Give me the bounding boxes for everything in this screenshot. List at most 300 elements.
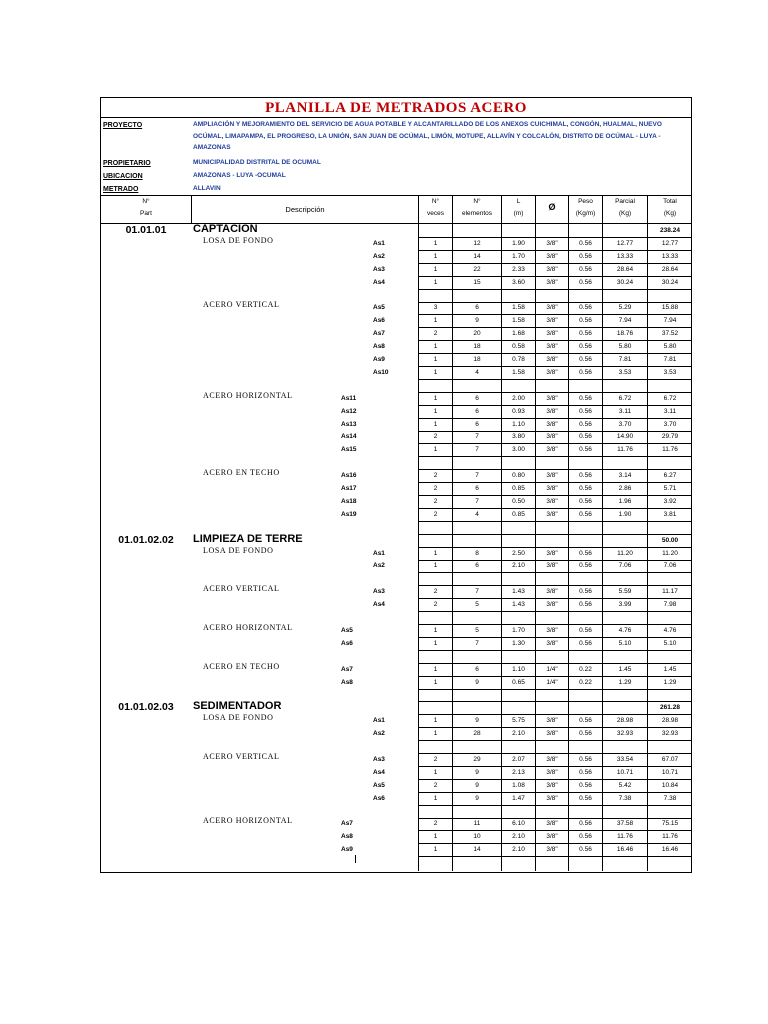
bar-id: As3 — [373, 755, 385, 763]
cell-e: 10 — [473, 833, 481, 841]
bar-id: As8 — [373, 343, 385, 351]
bar-id: As5 — [341, 626, 353, 634]
cursor-tick — [355, 855, 356, 863]
bar-id: As9 — [341, 846, 353, 854]
cell-d: 3/8" — [546, 343, 558, 351]
cell-e: 7 — [475, 446, 479, 454]
cell-l: 2.10 — [512, 562, 525, 570]
cell-pa: 2.86 — [618, 485, 632, 492]
table-row — [101, 444, 691, 456]
cell-p: 0.56 — [579, 846, 592, 854]
cell-pa: 10.71 — [616, 768, 634, 776]
element-name: ACERO VERTICAL — [203, 751, 280, 761]
cell-e: 9 — [475, 794, 479, 802]
cell-l: 1.58 — [512, 317, 525, 325]
table-row — [101, 818, 691, 830]
bar-id: As3 — [373, 588, 385, 596]
element-name: LOSA DE FONDO — [203, 713, 274, 723]
cell-e: 18 — [473, 343, 481, 351]
cell-p: 0.56 — [579, 304, 592, 312]
cell-d: 3/8" — [546, 485, 558, 492]
cell-n: 2 — [433, 472, 438, 480]
cell-d: 3/8" — [546, 717, 558, 725]
table-row — [101, 290, 691, 302]
cell-p: 0.56 — [579, 433, 592, 441]
bar-id: As8 — [341, 678, 353, 686]
cell-pa: 3.99 — [618, 601, 632, 609]
table-row — [101, 470, 691, 482]
cell-t: 1.29 — [663, 678, 677, 686]
cell-e: 11 — [473, 820, 481, 828]
cell-t: 5.10 — [663, 639, 677, 647]
cell-p: 0.22 — [579, 665, 592, 673]
cell-t: 37.52 — [661, 330, 679, 338]
col-veces-top: N° — [431, 198, 440, 205]
cell-n: 1 — [433, 278, 438, 286]
cell-e: 4 — [475, 368, 479, 376]
table-row — [101, 806, 691, 818]
table-row — [101, 302, 691, 314]
cell-p: 0.56 — [579, 343, 592, 351]
cell-pa: 33.54 — [616, 755, 634, 763]
table-row — [101, 661, 691, 676]
cell-n: 2 — [433, 485, 438, 492]
col-elementos — [453, 197, 501, 218]
cell-t: 75.15 — [661, 820, 679, 828]
cell-l: 1.10 — [512, 420, 525, 428]
cell-n: 1 — [433, 265, 438, 273]
cell-t: 7.38 — [663, 794, 677, 802]
cell-pa: 32.93 — [616, 730, 634, 738]
cell-n: 2 — [433, 601, 438, 609]
cell-e: 6 — [475, 304, 479, 312]
cell-l: 2.07 — [512, 755, 525, 763]
label-proyecto: PROYECTO — [103, 122, 143, 129]
cell-pa: 3.11 — [618, 407, 632, 415]
cell-l: 1.08 — [512, 781, 525, 789]
section-name: CAPTACION — [193, 223, 258, 235]
cell-n: 2 — [433, 330, 438, 338]
cell-t: 6.27 — [663, 472, 677, 480]
cell-d: 3/8" — [546, 433, 558, 441]
element-name: ACERO EN TECHO — [203, 661, 280, 671]
cell-p: 0.56 — [579, 717, 592, 725]
cell-n: 2 — [433, 433, 438, 441]
cell-d: 3/8" — [546, 446, 558, 454]
table-row — [101, 419, 691, 431]
cell-l: 1.30 — [512, 639, 525, 647]
table-row — [101, 741, 691, 753]
col-total-bottom: (Kg) — [663, 210, 677, 217]
cell-pa: 5.80 — [618, 343, 632, 351]
element-name: LOSA DE FONDO — [203, 545, 274, 555]
cell-p: 0.56 — [579, 768, 592, 776]
cell-pa: 37.58 — [616, 820, 634, 828]
bar-id: As5 — [373, 781, 385, 789]
cell-l: 1.47 — [512, 794, 525, 802]
cell-d: 3/8" — [546, 768, 558, 776]
cell-l: 2.10 — [512, 846, 525, 854]
cell-l: 1.43 — [512, 588, 525, 596]
cell-d: 3/8" — [546, 820, 558, 828]
bar-id: As10 — [373, 368, 389, 376]
table-row — [101, 573, 691, 585]
cell-n: 1 — [433, 394, 438, 402]
cell-e: 6 — [475, 407, 479, 415]
cell-l: 1.90 — [512, 239, 525, 247]
col-elementos-bottom: elementos — [462, 210, 492, 217]
table-row — [101, 431, 691, 443]
cell-t: 30.24 — [661, 278, 679, 286]
col-descripcion: Descripción — [285, 205, 325, 214]
cell-pa: 3.53 — [618, 368, 632, 376]
cell-e: 4 — [475, 510, 479, 518]
bar-id: As9 — [373, 356, 385, 363]
cell-t: 29.79 — [661, 433, 679, 441]
cell-l: 0.65 — [512, 678, 525, 686]
bar-id: As6 — [341, 639, 353, 647]
cell-d: 3/8" — [546, 562, 558, 570]
col-total — [648, 197, 692, 218]
cell-pa: 16.46 — [616, 846, 634, 854]
cell-e: 6 — [475, 394, 479, 402]
table-row — [101, 728, 691, 740]
cell-d: 3/8" — [546, 601, 558, 609]
cell-e: 8 — [475, 549, 479, 557]
bar-id: As14 — [341, 433, 357, 441]
column-rule — [191, 195, 192, 224]
cell-e: 7 — [475, 639, 479, 647]
cell-n: 1 — [433, 833, 438, 841]
table-row — [101, 380, 691, 392]
table-row — [101, 586, 691, 598]
cell-l: 2.10 — [512, 730, 525, 738]
cell-t: 11.17 — [662, 588, 678, 596]
cell-p: 0.56 — [579, 601, 592, 609]
section-name: LIMPIEZA DE TERRE — [193, 532, 303, 545]
cell-pa: 7.06 — [618, 562, 632, 570]
label-ubicacion: UBICACION — [103, 173, 143, 180]
cell-t: 11.76 — [662, 833, 678, 841]
cell-l: 0.50 — [512, 497, 525, 505]
bar-id: As4 — [373, 768, 385, 776]
table-row — [101, 677, 691, 689]
bar-id: As6 — [373, 317, 385, 325]
cell-e: 28 — [473, 730, 481, 738]
cell-p: 0.56 — [579, 497, 592, 505]
cell-n: 1 — [433, 794, 438, 802]
cell-e: 14 — [473, 252, 481, 260]
bar-id: As19 — [341, 510, 357, 518]
cell-n: 1 — [433, 626, 438, 634]
bar-id: As15 — [341, 446, 357, 454]
section-row — [101, 532, 691, 547]
cell-t: 4.76 — [663, 626, 677, 634]
cell-l: 0.93 — [512, 407, 525, 415]
bar-id: As1 — [373, 549, 385, 557]
section-name: SEDIMENTADOR — [193, 700, 282, 713]
cell-t: 7.94 — [663, 317, 677, 325]
section-row — [101, 225, 691, 237]
cell-e: 9 — [475, 717, 479, 725]
cell-l: 0.78 — [512, 356, 525, 363]
cell-d: 3/8" — [546, 497, 558, 505]
table-row — [101, 599, 691, 611]
cell-pa: 7.94 — [618, 317, 632, 325]
cell-p: 0.56 — [579, 485, 592, 492]
label-metrado: METRADO — [103, 186, 139, 193]
cell-n: 2 — [433, 497, 438, 505]
cell-pa: 7.38 — [618, 794, 632, 802]
cell-d: 3/8" — [546, 356, 558, 363]
element-name: LOSA DE FONDO — [203, 235, 274, 245]
cell-l: 3.60 — [512, 278, 525, 286]
cell-pa: 5.29 — [618, 304, 632, 312]
label-propietario: PROPIETARIO — [103, 160, 151, 167]
element-name: ACERO HORIZONTAL — [203, 390, 293, 400]
cell-p: 0.56 — [579, 820, 592, 828]
cell-t: 5.80 — [663, 343, 677, 351]
cell-d: 3/8" — [546, 252, 558, 260]
cell-l: 1.58 — [512, 304, 525, 312]
cell-d: 3/8" — [546, 472, 558, 480]
cell-e: 9 — [475, 768, 479, 776]
table-row — [101, 793, 691, 805]
sheet-title: PLANILLA DE METRADOS ACERO — [265, 100, 527, 116]
bar-id: As13 — [341, 420, 357, 428]
bar-id: As17 — [341, 485, 357, 492]
bar-id: As4 — [373, 601, 385, 609]
cell-p: 0.56 — [579, 356, 592, 363]
cell-n: 1 — [433, 446, 438, 454]
cell-l: 1.58 — [512, 368, 525, 376]
cell-pa: 12.77 — [616, 239, 634, 247]
cell-d: 3/8" — [546, 755, 558, 763]
table-row — [101, 235, 691, 250]
cell-t: 28.64 — [661, 265, 679, 273]
cell-d: 1/4" — [546, 678, 558, 686]
cell-d: 3/8" — [546, 549, 558, 557]
cell-p: 0.56 — [579, 781, 592, 789]
cell-t: 3.11 — [663, 407, 677, 415]
cell-t: 6.72 — [663, 394, 677, 402]
cell-t: 67.07 — [661, 755, 679, 763]
cell-n: 1 — [433, 252, 438, 260]
title-divider — [101, 117, 691, 118]
col-part-top: N° — [142, 198, 150, 205]
element-name: ACERO VERTICAL — [203, 300, 280, 310]
cell-p: 0.56 — [579, 394, 592, 402]
table-row — [101, 277, 691, 289]
table-row — [101, 251, 691, 263]
cell-l: 5.75 — [512, 717, 525, 725]
bar-id: As4 — [373, 278, 385, 286]
cell-p: 0.56 — [579, 446, 592, 454]
cell-pa: 1.29 — [618, 678, 632, 686]
col-l-bottom: (m) — [513, 210, 524, 217]
cell-t: 3.70 — [663, 420, 677, 428]
cell-l: 3.80 — [512, 433, 525, 441]
cell-pa: 11.76 — [617, 833, 633, 841]
cell-n: 2 — [433, 510, 438, 518]
cell-pa: 30.24 — [616, 278, 634, 286]
cell-pa: 5.59 — [618, 588, 632, 596]
table-row — [101, 390, 691, 405]
cell-n: 1 — [433, 639, 438, 647]
cell-l: 1.10 — [512, 665, 525, 673]
cell-t: 3.92 — [663, 497, 677, 505]
cell-n: 1 — [433, 846, 438, 854]
bar-id: As2 — [373, 562, 385, 570]
table-row — [101, 328, 691, 340]
cell-t: 7.06 — [663, 562, 677, 570]
section-code: 01.01.02.03 — [118, 701, 174, 714]
cell-e: 12 — [473, 239, 481, 247]
cell-d: 3/8" — [546, 833, 558, 841]
element-name: ACERO HORIZONTAL — [203, 622, 293, 632]
cell-n: 2 — [433, 755, 438, 763]
cell-pa: 1.45 — [618, 665, 632, 673]
col-elementos-top: N° — [473, 198, 481, 205]
cell-e: 6 — [475, 665, 479, 673]
cell-pa: 28.98 — [616, 717, 634, 725]
cell-n: 1 — [433, 317, 438, 325]
bar-id: As5 — [373, 304, 385, 312]
cell-p: 0.56 — [579, 833, 592, 841]
cell-pa: 13.33 — [616, 252, 634, 260]
cell-d: 3/8" — [546, 394, 558, 402]
table-row — [101, 622, 691, 637]
element-name: ACERO VERTICAL — [203, 584, 280, 594]
cell-d: 3/8" — [546, 330, 558, 338]
cell-e: 14 — [473, 846, 481, 854]
cell-l: 2.50 — [512, 549, 525, 557]
cell-p: 0.56 — [579, 626, 592, 634]
table-row — [101, 715, 691, 727]
bar-id: As6 — [373, 794, 385, 802]
cell-d: 3/8" — [546, 317, 558, 325]
cell-l: 3.00 — [512, 446, 525, 454]
cell-l: 2.10 — [512, 833, 525, 841]
cell-l: 0.80 — [512, 472, 525, 480]
cell-p: 0.56 — [579, 317, 592, 325]
cell-n: 1 — [433, 549, 438, 557]
cell-pa: 1.96 — [618, 497, 632, 505]
cell-p: 0.56 — [579, 368, 592, 376]
table-row — [101, 831, 691, 843]
bar-id: As8 — [341, 833, 353, 841]
cell-p: 0.56 — [579, 330, 592, 338]
bar-id: As12 — [341, 407, 357, 415]
cell-p: 0.56 — [579, 239, 592, 247]
cell-e: 9 — [475, 781, 479, 789]
col-parcial-top: Parcial — [615, 198, 635, 205]
value-proyecto-line: AMPLIACIÓN Y MEJORAMIENTO DEL SERVICIO DE AGUA POTABLE Y ALCANTARILLADO DE LOS ANEXOS CUICHIMAL, CONGÓN, HUALMAL, NUEVO — [193, 121, 662, 128]
table-row — [101, 406, 691, 418]
value-metrado: ALLAVIN — [193, 185, 221, 192]
cell-e: 18 — [473, 356, 481, 363]
cell-n: 2 — [433, 820, 438, 828]
cell-e: 20 — [473, 330, 481, 338]
cell-n: 3 — [433, 304, 438, 312]
table-row — [101, 767, 691, 779]
cell-n: 1 — [433, 239, 438, 247]
cell-l: 1.70 — [512, 626, 525, 634]
table-row — [101, 522, 691, 534]
cell-p: 0.22 — [579, 678, 592, 686]
value-proyecto — [193, 119, 683, 154]
col-parcial-bottom: (Kg) — [618, 210, 632, 217]
cell-t: 1.45 — [663, 665, 677, 673]
value-ubicacion: AMAZONAS - LUYA -OCUMAL — [193, 172, 286, 179]
cell-p: 0.56 — [579, 588, 592, 596]
table-row — [101, 264, 691, 276]
cell-d: 3/8" — [546, 420, 558, 428]
table-row — [101, 457, 691, 469]
cell-d: 3/8" — [546, 639, 558, 647]
cell-l: 2.33 — [512, 265, 525, 273]
section-total: 238.24 — [660, 227, 680, 234]
cell-p: 0.56 — [579, 420, 592, 428]
cell-l: 1.68 — [512, 330, 525, 338]
section-total: 261.28 — [660, 704, 680, 712]
cell-t: 7.81 — [663, 356, 677, 363]
bar-id: As16 — [341, 472, 357, 480]
cell-d: 1/4" — [546, 665, 558, 673]
bar-id: As1 — [373, 239, 385, 247]
cell-n: 1 — [433, 343, 438, 351]
cell-d: 3/8" — [546, 588, 558, 596]
table-row — [101, 612, 691, 624]
cell-e: 29 — [473, 755, 481, 763]
bar-id: As1 — [373, 717, 385, 725]
cell-pa: 11.76 — [617, 446, 633, 454]
cell-p: 0.56 — [579, 510, 592, 518]
cell-e: 15 — [473, 278, 481, 286]
cell-p: 0.56 — [579, 472, 592, 480]
col-diametro: Ø — [548, 202, 556, 212]
cell-n: 1 — [433, 730, 438, 738]
section-code: 01.01.02.02 — [118, 533, 174, 546]
cell-e: 7 — [475, 472, 479, 480]
bar-id: As18 — [341, 497, 357, 505]
cell-e: 5 — [475, 601, 479, 609]
table-row — [101, 483, 691, 495]
cell-l: 0.85 — [512, 485, 525, 492]
cell-n: 1 — [433, 678, 438, 686]
element-name: ACERO EN TECHO — [203, 468, 280, 478]
cell-d: 3/8" — [546, 730, 558, 738]
section-row — [101, 702, 691, 714]
cell-n: 1 — [433, 562, 438, 570]
cell-t: 7.98 — [663, 601, 677, 609]
col-part-bottom: Part — [140, 210, 152, 217]
bar-id: As2 — [373, 730, 385, 738]
table-row — [101, 367, 691, 379]
cell-t: 32.93 — [661, 730, 679, 738]
cell-t: 5.71 — [663, 485, 677, 492]
cell-e: 5 — [475, 626, 479, 634]
section-total: 50.00 — [661, 536, 679, 544]
value-proyecto-line: OCÚMAL, LIMAPAMPA, EL PROGRESO, LA UNIÓN, SAN JUAN DE OCÚMAL, LIMÓN, MOTUPE, ALLAVÍN Y COLCALÓN, DISTRITO DE OCÚMAL - LUYA - — [193, 132, 661, 140]
cell-e: 6 — [475, 485, 479, 492]
cell-e: 6 — [475, 562, 479, 570]
cell-t: 28.98 — [661, 717, 679, 725]
col-veces — [419, 197, 452, 218]
cell-d: 3/8" — [546, 781, 558, 789]
cell-d: 3/8" — [546, 265, 558, 273]
cell-e: 22 — [473, 265, 481, 273]
